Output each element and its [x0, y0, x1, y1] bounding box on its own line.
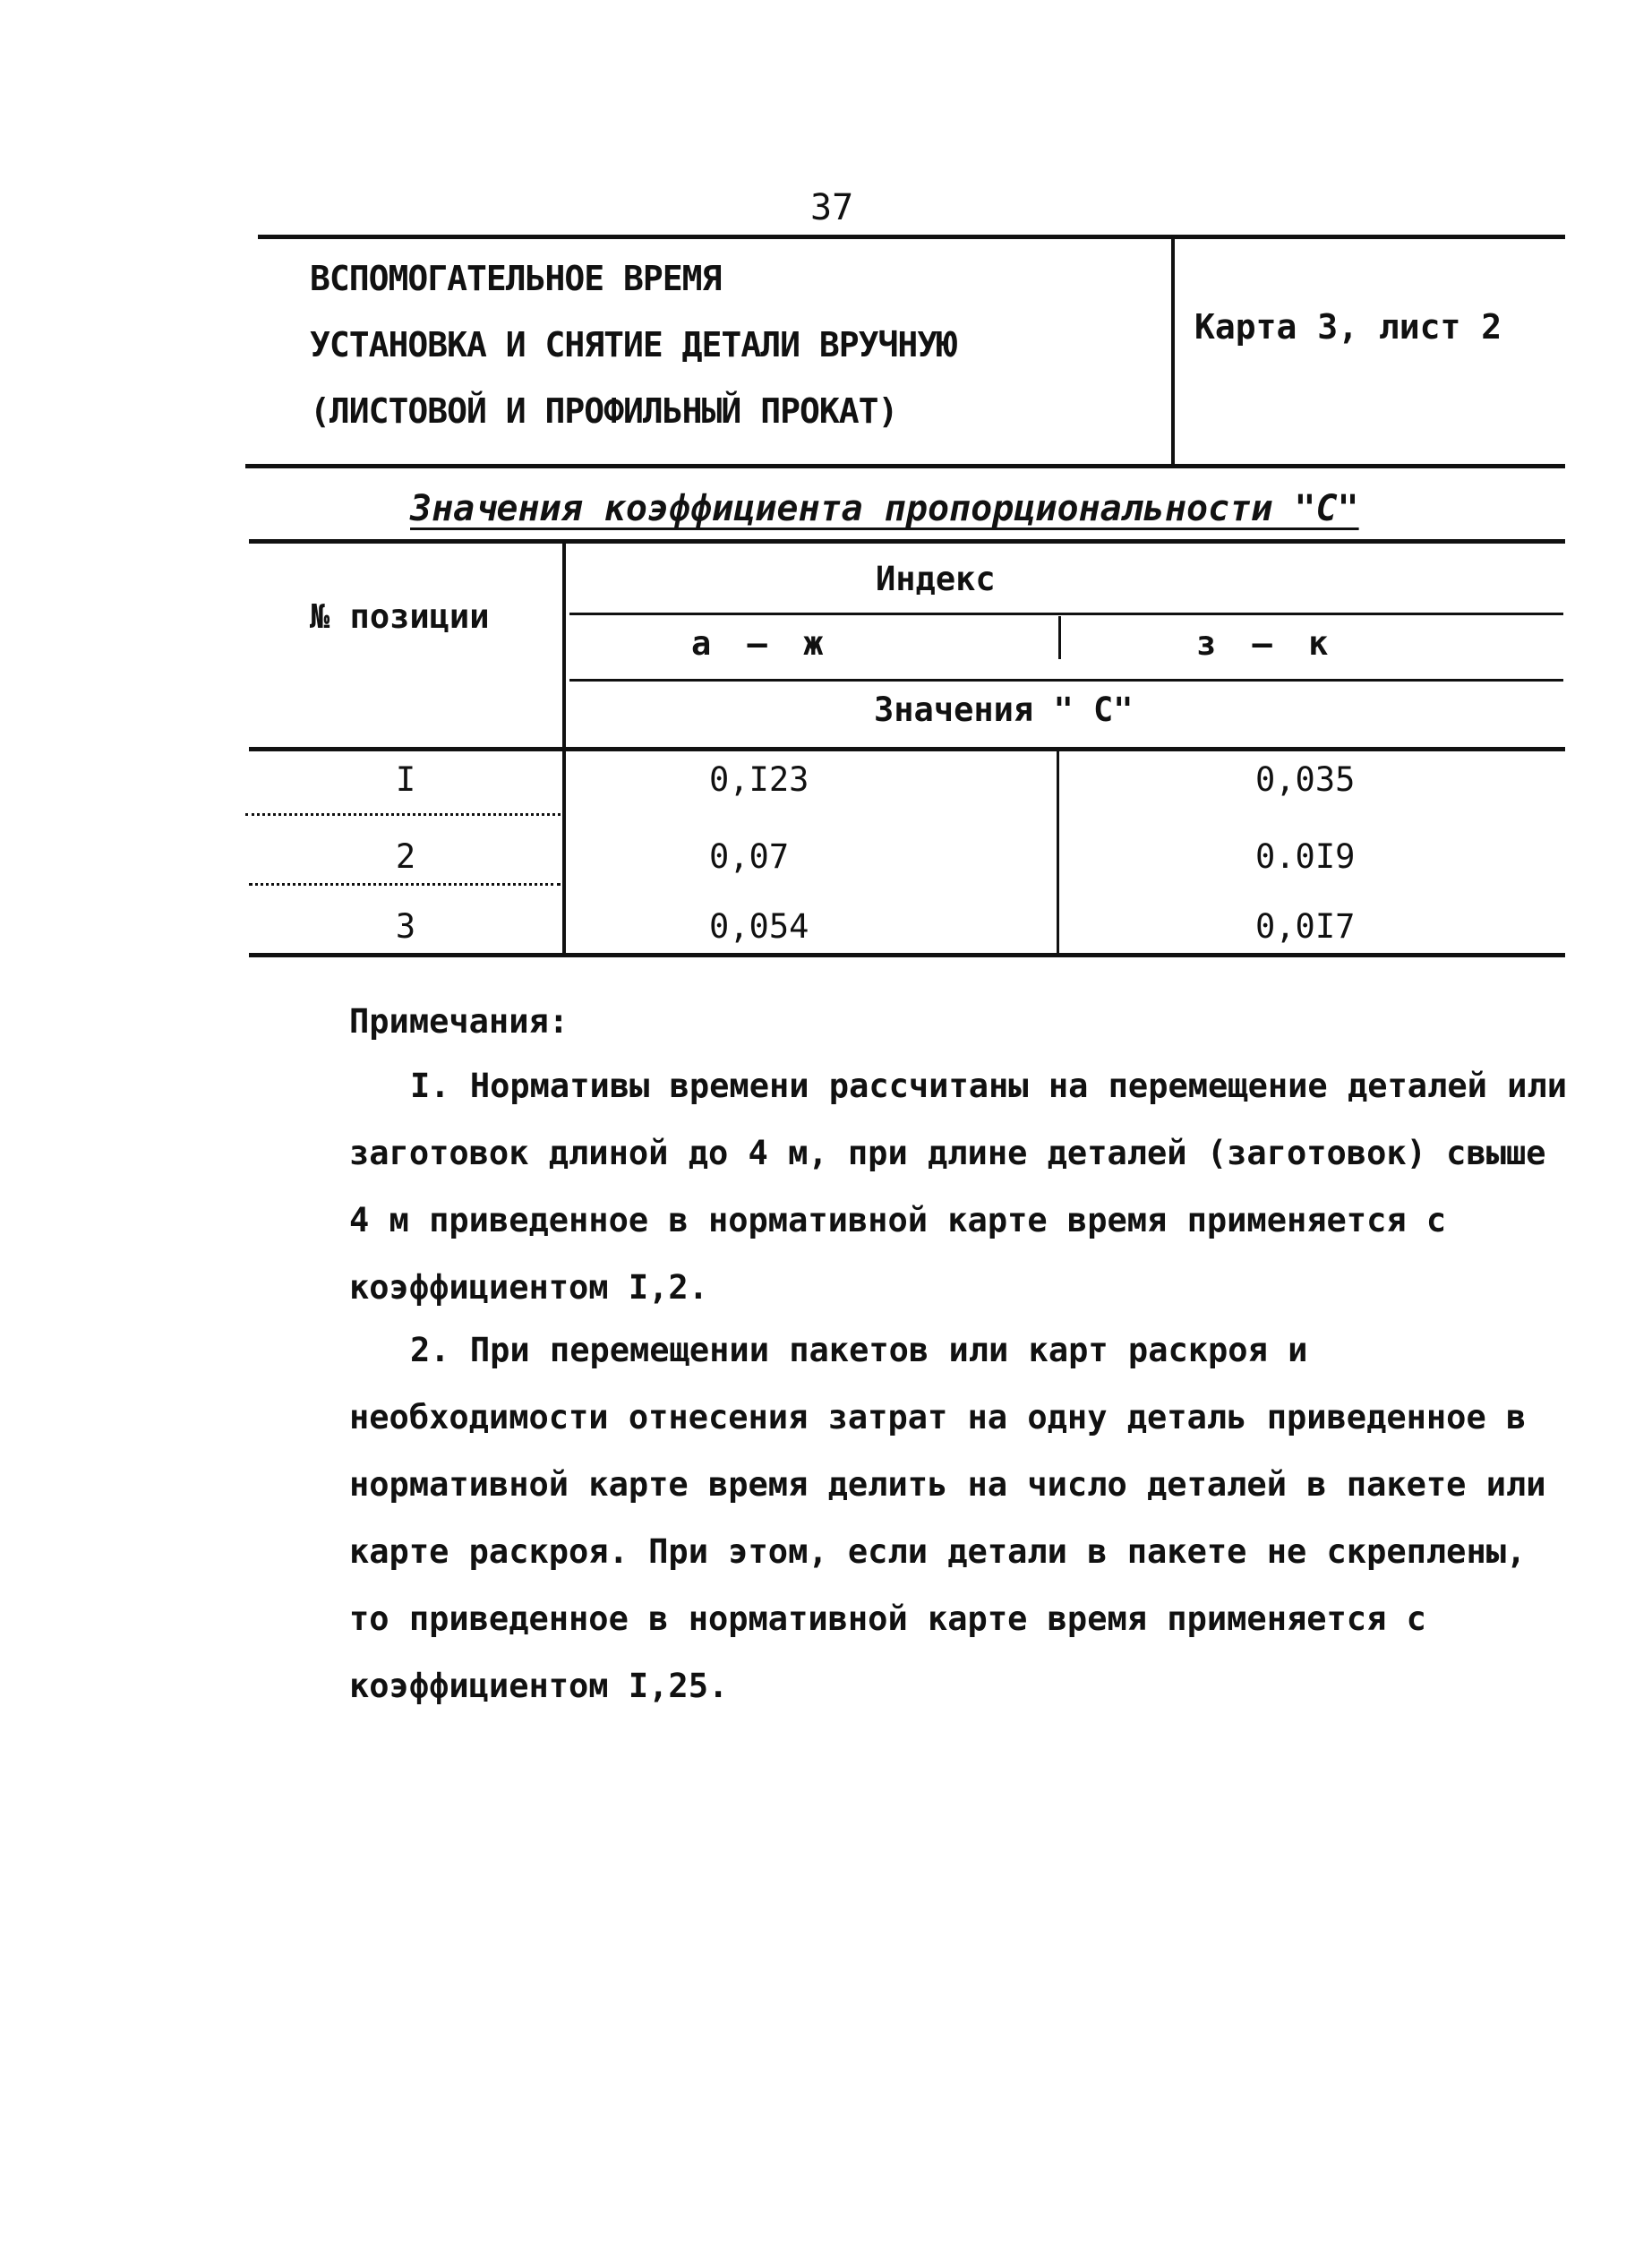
values-rule — [569, 679, 1563, 682]
card-reference: Карта 3, лист 2 — [1194, 307, 1502, 347]
table-bottom-rule — [249, 953, 1565, 957]
row-1-value-a: 0,I23 — [709, 760, 809, 799]
index-label: Индекс — [876, 560, 996, 598]
col-header-position: № позиции — [310, 597, 490, 636]
header-divider — [1171, 235, 1175, 467]
row-3-value-z: 0,0I7 — [1255, 907, 1356, 946]
index-a-range: а – ж — [691, 624, 824, 663]
table-col-divider-2 — [1057, 749, 1059, 956]
row-1-position: I — [395, 760, 416, 799]
page-number: 37 — [810, 187, 854, 228]
header-title-line-2: УСТАНОВКА И СНЯТИЕ ДЕТАЛИ ВРУЧНУЮ — [310, 325, 956, 364]
table-caption: Значения коэффициента пропорциональности "С" — [410, 488, 1359, 529]
table-top-rule — [249, 539, 1565, 544]
row-separator-2 — [249, 883, 561, 886]
note-1: I. Нормативы времени рассчитаны на перемещение деталей или заготовок длиной до 4 м, при длине деталей (заготовок) свыше 4 м приведенное в нормативной карте время применяется с коэффициентом I,2. — [349, 1067, 1568, 1307]
header-title-line-3: (ЛИСТОВОЙ И ПРОФИЛЬНЫЙ ПРОКАТ) — [310, 391, 898, 431]
header-top-rule — [258, 235, 1565, 239]
row-2-value-a: 0,07 — [709, 837, 790, 876]
header-title-line-1: ВСПОМОГАТЕЛЬНОЕ ВРЕМЯ — [310, 259, 722, 298]
row-separator-1 — [245, 813, 561, 816]
row-3-value-a: 0,054 — [709, 907, 809, 946]
row-2-value-z: 0.0I9 — [1255, 837, 1356, 876]
note-2: 2. При перемещении пакетов или карт раскроя и необходимости отнесения затрат на одну деталь приведенное в нормативной карте время делить на число деталей в пакете или карте раскроя. При этом, если детали в пакете не скреплены, то приведенное в нормативной карте время применяется с коэффициентом I,25. — [349, 1331, 1546, 1705]
index-split — [1058, 616, 1061, 659]
row-2-position: 2 — [395, 837, 416, 876]
row-1-value-z: 0,035 — [1255, 760, 1356, 799]
index-z-range: з – к — [1196, 624, 1329, 663]
row-3-position: 3 — [395, 907, 416, 946]
table-header-rule — [249, 747, 1565, 751]
header-bottom-rule — [245, 464, 1565, 468]
values-label: Значения " С" — [874, 690, 1134, 729]
notes-heading: Примечания: — [349, 1002, 569, 1041]
index-underline — [569, 613, 1563, 615]
